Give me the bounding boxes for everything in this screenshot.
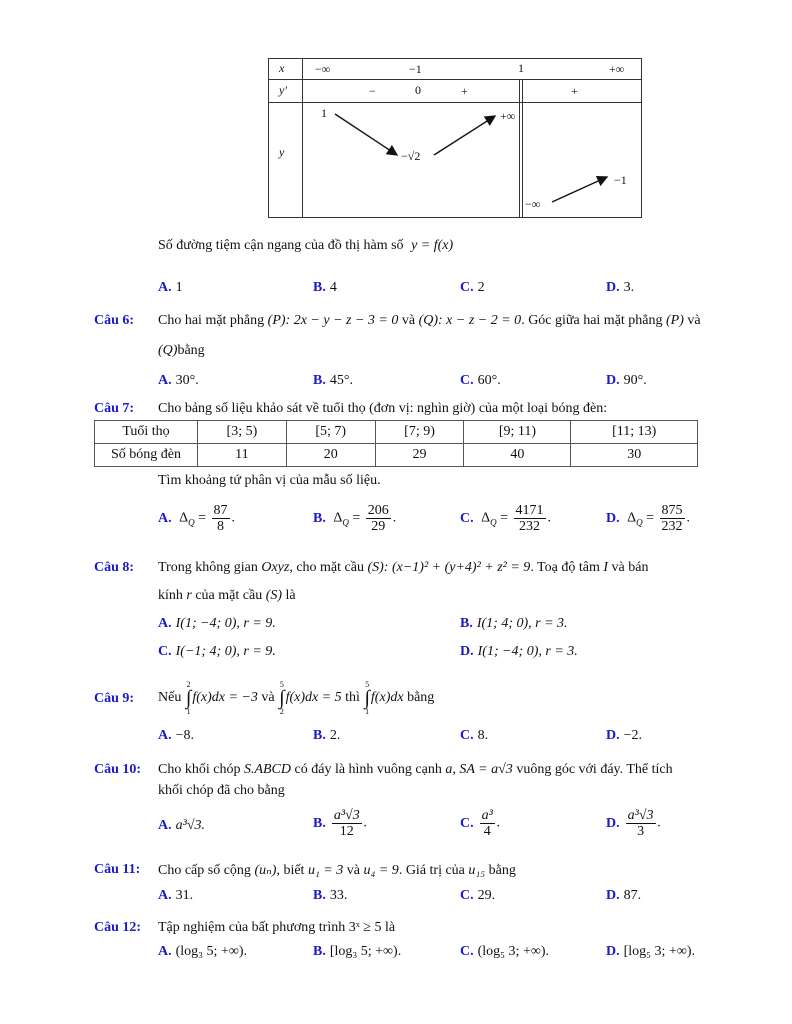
delta-symbol: Δ bbox=[179, 510, 189, 526]
table-row bbox=[95, 444, 698, 467]
option-text: 30°. bbox=[175, 373, 199, 388]
y-value: 1 bbox=[321, 106, 327, 120]
yprime-sign: + bbox=[461, 84, 468, 98]
q11-text: . Giá trị của bbox=[398, 863, 465, 878]
q6-text: và bbox=[401, 313, 416, 328]
q6-text: bằng bbox=[177, 343, 205, 358]
integral-sign: ∫ bbox=[364, 687, 370, 709]
q6-plane-q: (Q): x − z − 2 = 0 bbox=[418, 313, 522, 328]
delta-sub: Q bbox=[188, 517, 195, 528]
q8-option-c[interactable] bbox=[158, 644, 276, 660]
fraction bbox=[660, 503, 685, 534]
option-text: I(1; 4; 0), r = 3. bbox=[476, 616, 568, 631]
q9-stem bbox=[158, 680, 434, 716]
q10-option-d[interactable]: D. $\frac{\text{a³√3}}{3}$ . bbox=[606, 808, 662, 839]
count-cell: 20 bbox=[286, 444, 375, 467]
fraction bbox=[480, 808, 495, 839]
option-letter: C. bbox=[460, 944, 474, 959]
q8-stem bbox=[158, 560, 758, 576]
option-letter: A. bbox=[158, 373, 172, 388]
option-letter: D. bbox=[606, 510, 620, 526]
option-letter: A. bbox=[158, 616, 172, 631]
q6-p: (P) bbox=[666, 313, 684, 328]
option-letter: B. bbox=[313, 815, 326, 831]
table-row bbox=[95, 421, 698, 444]
x-value: +∞ bbox=[609, 62, 625, 76]
option-letter: A. bbox=[158, 818, 172, 833]
q6-option-d[interactable] bbox=[606, 373, 647, 389]
option-letter: A. bbox=[158, 944, 172, 959]
integral-expr: f(x)dx = 5 bbox=[285, 690, 342, 706]
q8-i: I bbox=[603, 560, 609, 575]
q7-question: Tìm khoảng tứ phân vị của mẫu số liệu. bbox=[158, 473, 381, 488]
q12-stem bbox=[158, 920, 395, 936]
q11-u4: u₄ = 9 bbox=[363, 863, 399, 878]
option-text: a³√3. bbox=[175, 818, 206, 833]
q11-text: và bbox=[346, 863, 360, 878]
option-letter: B. bbox=[313, 944, 326, 959]
q11-text: Cho cấp số cộng bbox=[158, 863, 251, 878]
q12-inequality: 3ˣ ≥ 5 bbox=[348, 920, 382, 935]
q8-label: Câu 8: bbox=[94, 560, 135, 575]
option-text: 2 bbox=[477, 280, 485, 295]
q5-option-b[interactable] bbox=[313, 280, 337, 296]
q6-stem bbox=[158, 313, 758, 329]
option-text: I(1; −4; 0), r = 9. bbox=[175, 616, 276, 631]
fraction bbox=[212, 503, 230, 534]
q7-stem: Cho bảng số liệu khảo sát về tuổi thọ (đơn vị: nghìn giờ) của một loại bóng đèn: bbox=[158, 401, 608, 416]
numerator: 4171 bbox=[515, 503, 544, 518]
q11-option-c[interactable] bbox=[460, 888, 495, 904]
integral-upper: 5 bbox=[365, 680, 370, 689]
yprime-label: y' bbox=[279, 83, 287, 97]
q9-label: Câu 9: bbox=[94, 691, 135, 706]
q8-text: là bbox=[285, 588, 296, 603]
count-cell: 29 bbox=[375, 444, 464, 467]
q10-text: có đáy là hình vuông cạnh bbox=[294, 762, 442, 777]
option-letter: C. bbox=[158, 644, 172, 659]
option-letter: D. bbox=[606, 815, 620, 831]
option-text: 90°. bbox=[623, 373, 647, 388]
q10-a: a bbox=[445, 762, 453, 777]
q6-label: Câu 6: bbox=[94, 313, 135, 328]
option-text: −2. bbox=[623, 728, 643, 743]
q8-text: kính bbox=[158, 588, 183, 603]
increasing-arrow bbox=[552, 177, 607, 202]
option-letter: B. bbox=[313, 728, 326, 743]
q9-text: bằng bbox=[407, 690, 435, 706]
interval-cell: [3; 5) bbox=[198, 421, 287, 444]
q6-q: (Q) bbox=[158, 343, 178, 358]
variation-table bbox=[268, 58, 642, 218]
interval-cell: [11; 13) bbox=[571, 421, 698, 444]
q8-option-d[interactable] bbox=[460, 644, 578, 660]
denominator: 4 bbox=[483, 824, 491, 839]
delta-symbol: Δ bbox=[333, 510, 343, 526]
integral-lower: 2 bbox=[279, 707, 284, 716]
denominator: 232 bbox=[661, 519, 683, 534]
q10-sa: SA = a√3 bbox=[459, 762, 513, 777]
numerator: 87 bbox=[213, 503, 228, 518]
option-letter: C. bbox=[460, 280, 474, 295]
q5-option-d[interactable] bbox=[606, 280, 634, 296]
q10-stem: Cho khối chóp S.ABCD có đáy là hình vuông cạnh a, SA = a√3 vuông góc với đáy. Thể tích bbox=[158, 762, 673, 777]
option-letter: B. bbox=[313, 888, 326, 903]
q11-text: bằng bbox=[488, 863, 516, 878]
option-text: 2. bbox=[329, 728, 341, 743]
option-text: [log₃ 5; +∞). bbox=[329, 944, 402, 959]
q5-option-c[interactable] bbox=[460, 280, 485, 296]
q8-text: của mặt cầu bbox=[195, 588, 263, 603]
row-header: Số bóng đèn bbox=[95, 444, 198, 467]
q8-text: , cho mặt cầu bbox=[289, 560, 364, 575]
option-letter: C. bbox=[460, 373, 474, 388]
option-text: 31. bbox=[175, 888, 194, 903]
count-cell: 30 bbox=[571, 444, 698, 467]
option-letter: C. bbox=[460, 510, 474, 526]
q8-oxyz: Oxyz bbox=[261, 560, 290, 575]
q11-u1: u₁ = 3 bbox=[307, 863, 344, 878]
q9-option-a[interactable] bbox=[158, 728, 194, 744]
fraction bbox=[366, 503, 391, 534]
integral-2 bbox=[279, 680, 284, 716]
q5-function: y = f(x) bbox=[411, 238, 454, 253]
q11-stem bbox=[158, 862, 516, 879]
option-letter: B. bbox=[313, 373, 326, 388]
q8-stem-line2 bbox=[158, 588, 296, 604]
option-letter: B. bbox=[313, 280, 326, 295]
q10-option-b[interactable]: B. $\frac{\text{a³√3}}{12}$ . bbox=[313, 808, 368, 839]
q12-text: Tập nghiệm của bất phương trình bbox=[158, 920, 346, 935]
option-letter: C. bbox=[460, 815, 474, 831]
q6-option-b[interactable] bbox=[313, 373, 353, 389]
q10-stem-line2: khối chóp đã cho bằng bbox=[158, 783, 285, 798]
option-text: 60°. bbox=[477, 373, 501, 388]
x-value: 1 bbox=[518, 61, 524, 75]
fraction bbox=[626, 808, 656, 839]
delta-symbol: Δ bbox=[627, 510, 637, 526]
delta-sub: Q bbox=[490, 517, 497, 528]
integral-sign: ∫ bbox=[279, 687, 285, 709]
q8-text: . Toạ độ tâm bbox=[530, 560, 600, 575]
option-text: I(−1; 4; 0), r = 9. bbox=[175, 644, 276, 659]
q10-option-a[interactable] bbox=[158, 818, 205, 834]
option-text: 29. bbox=[477, 888, 496, 903]
option-text: 87. bbox=[623, 888, 642, 903]
q7-option-d[interactable]: D. $\Delta_Q$ = $\frac{875}{232}$ . bbox=[606, 503, 691, 534]
q9-option-c[interactable] bbox=[460, 728, 488, 744]
q8-option-a[interactable] bbox=[158, 616, 276, 632]
option-text: −8. bbox=[175, 728, 195, 743]
option-letter: D. bbox=[606, 944, 620, 959]
denominator: 232 bbox=[519, 519, 541, 534]
option-letter: B. bbox=[313, 510, 326, 526]
y-value: −1 bbox=[614, 173, 627, 187]
count-cell: 40 bbox=[464, 444, 571, 467]
q8-r: r bbox=[186, 588, 192, 603]
option-letter: D. bbox=[606, 280, 620, 295]
q11-text: , biết bbox=[276, 863, 305, 878]
numerator: a³√3 bbox=[333, 808, 360, 823]
option-letter: A. bbox=[158, 280, 172, 295]
integral-upper: 2 bbox=[186, 680, 191, 689]
y-value: −∞ bbox=[525, 197, 541, 211]
q11-option-a[interactable] bbox=[158, 888, 193, 904]
denominator: 3 bbox=[637, 824, 645, 839]
q10-text: Cho khối chóp bbox=[158, 762, 241, 777]
option-text: 4 bbox=[329, 280, 337, 295]
q9-option-b[interactable] bbox=[313, 728, 340, 744]
x-value: −1 bbox=[409, 62, 422, 76]
integral-upper: 5 bbox=[279, 680, 284, 689]
y-label: y bbox=[279, 145, 285, 159]
denominator: 29 bbox=[371, 519, 386, 534]
q11-option-d[interactable] bbox=[606, 888, 641, 904]
q12-option-d[interactable] bbox=[606, 944, 695, 960]
q10-option-c[interactable]: C. $\frac{\text{a³}}{4}$ . bbox=[460, 808, 501, 839]
option-letter: A. bbox=[158, 510, 172, 526]
q8-text: Trong không gian bbox=[158, 560, 258, 575]
q11-sequence: (uₙ) bbox=[254, 863, 277, 878]
q12-option-a[interactable] bbox=[158, 944, 247, 960]
y-value: +∞ bbox=[500, 109, 516, 123]
interval-cell: [5; 7) bbox=[286, 421, 375, 444]
q12-option-c[interactable] bbox=[460, 944, 549, 960]
integral-lower: 1 bbox=[186, 707, 191, 716]
y-value: −√2 bbox=[401, 149, 421, 163]
q8-option-b[interactable] bbox=[460, 616, 568, 632]
q6-plane-p: (P): 2x − y − z − 3 = 0 bbox=[267, 313, 399, 328]
option-letter: D. bbox=[460, 644, 474, 659]
x-value: −∞ bbox=[315, 62, 331, 76]
q5-stem bbox=[158, 238, 453, 254]
delta-sub: Q bbox=[636, 517, 643, 528]
option-text: I(1; −4; 0), r = 3. bbox=[477, 644, 578, 659]
q7-data-table bbox=[94, 420, 698, 467]
option-letter: D. bbox=[606, 373, 620, 388]
q10-pyramid: S.ABCD bbox=[243, 762, 292, 777]
q7-option-a[interactable]: A. $\Delta_Q$ = $\frac{87}{8}$ . bbox=[158, 503, 236, 534]
q8-s: (S) bbox=[265, 588, 283, 603]
numerator: 875 bbox=[661, 503, 683, 518]
q12-option-b[interactable] bbox=[313, 944, 401, 960]
option-text: (log₃ 5; +∞). bbox=[175, 944, 247, 959]
q7-option-b[interactable]: B. $\Delta_Q$ = $\frac{206}{29}$ . bbox=[313, 503, 397, 534]
option-text: 1 bbox=[175, 280, 183, 295]
q12-label: Câu 12: bbox=[94, 920, 142, 935]
denominator: 8 bbox=[217, 519, 225, 534]
option-text: [log₅ 3; +∞). bbox=[623, 944, 695, 959]
q8-text: và bán bbox=[611, 560, 649, 575]
yprime-sign: + bbox=[571, 84, 578, 98]
option-text: (log₅ 3; +∞). bbox=[477, 944, 549, 959]
option-text: 33. bbox=[329, 888, 348, 903]
denominator: 12 bbox=[339, 824, 354, 839]
q9-text: Nếu bbox=[158, 690, 182, 706]
option-letter: D. bbox=[606, 728, 620, 743]
fraction bbox=[332, 808, 362, 839]
option-letter: B. bbox=[460, 616, 473, 631]
q6-option-a[interactable] bbox=[158, 373, 199, 389]
count-cell: 11 bbox=[198, 444, 287, 467]
yprime-sign: − bbox=[369, 84, 376, 98]
q11-option-b[interactable] bbox=[313, 888, 347, 904]
integral-3 bbox=[364, 680, 369, 716]
fraction bbox=[514, 503, 546, 534]
option-letter: C. bbox=[460, 728, 474, 743]
option-text: 45°. bbox=[329, 373, 353, 388]
q5-stem-text: Số đường tiệm cận ngang của đồ thị hàm số bbox=[158, 238, 404, 253]
delta-symbol: Δ bbox=[481, 510, 491, 526]
numerator: 206 bbox=[367, 503, 389, 518]
q7-label: Câu 7: bbox=[94, 401, 135, 416]
option-text: 3. bbox=[623, 280, 635, 295]
integral-sign: ∫ bbox=[185, 687, 192, 709]
increasing-arrow bbox=[434, 116, 495, 155]
decreasing-arrow bbox=[335, 114, 397, 155]
interval-cell: [9; 11) bbox=[464, 421, 571, 444]
option-text: 8. bbox=[477, 728, 489, 743]
q9-text: thì bbox=[345, 690, 360, 706]
integral-lower: 1 bbox=[365, 707, 370, 716]
q9-option-d[interactable] bbox=[606, 728, 642, 744]
option-letter: A. bbox=[158, 888, 172, 903]
q7-option-c[interactable]: C. $\Delta_Q$ = $\frac{4171}{232}$ . bbox=[460, 503, 552, 534]
numerator: a³ bbox=[481, 808, 493, 823]
yprime-sign: 0 bbox=[415, 83, 421, 97]
q12-text: là bbox=[384, 920, 396, 935]
q9-text: và bbox=[261, 690, 275, 706]
integral-expr: f(x)dx bbox=[370, 690, 404, 706]
q11-label: Câu 11: bbox=[94, 862, 141, 877]
numerator: a³√3 bbox=[627, 808, 654, 823]
x-label: x bbox=[279, 61, 285, 75]
integral-1 bbox=[186, 680, 191, 716]
interval-cell: [7; 9) bbox=[375, 421, 464, 444]
q8-sphere-equation: (S): (x−1)² + (y+4)² + z² = 9 bbox=[367, 560, 531, 575]
integral-expr: f(x)dx = −3 bbox=[192, 690, 258, 706]
option-letter: A. bbox=[158, 728, 172, 743]
q6-stem-line2 bbox=[158, 343, 205, 359]
variation-arrows bbox=[269, 59, 641, 217]
option-letter: C. bbox=[460, 888, 474, 903]
q5-option-a[interactable] bbox=[158, 280, 183, 296]
q6-text: và bbox=[687, 313, 701, 328]
delta-sub: Q bbox=[342, 517, 349, 528]
q11-u15: u₁₅ bbox=[468, 863, 486, 878]
q10-text: vuông góc với đáy. Thể tích bbox=[516, 762, 673, 777]
row-header: Tuổi thọ bbox=[95, 421, 198, 444]
q10-label: Câu 10: bbox=[94, 762, 142, 777]
q6-text: . Góc giữa hai mặt phẳng bbox=[521, 313, 663, 328]
option-letter: D. bbox=[606, 888, 620, 903]
q6-text: Cho hai mặt phẳng bbox=[158, 313, 265, 328]
q6-option-c[interactable] bbox=[460, 373, 501, 389]
